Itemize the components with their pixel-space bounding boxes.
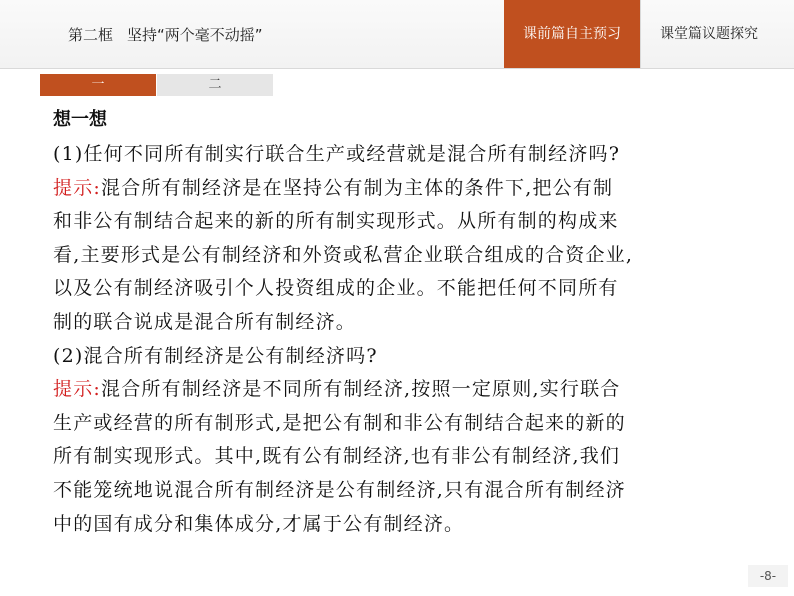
section-heading: 想一想 [53, 109, 107, 130]
lesson-number: 第二框 [68, 26, 114, 44]
answer-2-line: 生产或经营的所有制形式,是把公有制和非公有制结合起来的新的 [53, 411, 626, 434]
answer-1-line: 以及公有制经济吸引个人投资组成的企业。不能把任何不同所有 [53, 277, 619, 300]
answer-2-line: 不能笼统地说混合所有制经济是公有制经济,只有混合所有制经济 [53, 478, 626, 501]
question-2: (2)混合所有制经济是公有制经济吗? [53, 344, 378, 367]
lesson-name: 坚持“两个毫不动摇” [127, 26, 263, 44]
answer-2-line: 所有制实现形式。其中,既有公有制经济,也有非公有制经济,我们 [53, 445, 621, 468]
hint-label: 提示: [53, 176, 102, 199]
answer-1-line: 提示:混合所有制经济是在坚持公有制为主体的条件下,把公有制 [53, 176, 614, 199]
tab-inquiry[interactable]: 课堂篇议题探究 [640, 0, 777, 68]
answer-1-line: 制的联合说成是混合所有制经济。 [53, 310, 357, 333]
subtab-two[interactable]: 二 [157, 74, 273, 96]
lesson-title [68, 24, 263, 45]
answer-1-line: 和非公有制结合起来的新的所有制实现形式。从所有制的构成来 [53, 210, 619, 233]
hint-label: 提示: [53, 378, 102, 401]
subtab-one[interactable]: 一 [40, 74, 156, 96]
question-1: (1)任何不同所有制实行联合生产或经营就是混合所有制经济吗? [53, 143, 621, 165]
answer-2-line: 提示:混合所有制经济是不同所有制经济,按照一定原则,实行联合 [53, 378, 621, 401]
page-number: -8- [748, 565, 788, 587]
slide-content [53, 102, 753, 541]
answer-1-line: 看,主要形式是公有制经济和外资或私营企业联合组成的合资企业, [53, 243, 634, 266]
tab-preview[interactable]: 课前篇自主预习 [504, 0, 640, 68]
slide-header [0, 0, 794, 69]
answer-2-line: 中的国有成分和集体成分,才属于公有制经济。 [53, 512, 465, 535]
